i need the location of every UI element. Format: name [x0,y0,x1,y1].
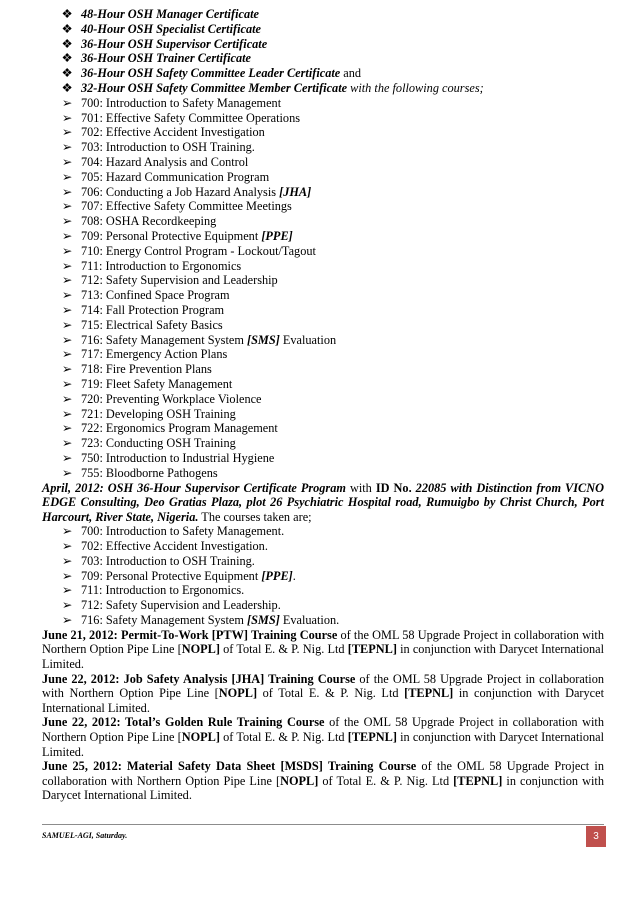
list-item [42,199,604,214]
arrow-bullet-icon: ➢ [61,391,73,406]
list-item [42,155,604,170]
training-text: in conjunction with Darycet International Limited. [42,686,604,715]
arrow-bullet-icon: ➢ [61,347,73,362]
list-item [42,583,604,598]
training-nopl: NOPL] [181,642,220,657]
arrow-bullet-icon: ➢ [61,465,73,480]
arrow-bullet-icon: ➢ [61,598,73,613]
list-item [42,140,604,155]
list-item [42,569,604,584]
course-name: 709: Personal Protective Equipment [81,568,262,583]
certificate-list [42,7,604,96]
training-text: of the OML 58 Upgrade Project in collaboration with Northern Option Pipe Line [ [42,759,605,788]
course-name: 705: Hazard Communication Program [81,169,270,184]
training-nopl: NOPL] [181,730,220,745]
course-tag: [PPE] [261,228,293,243]
list-item [42,451,604,466]
arrow-bullet-icon: ➢ [61,332,73,347]
training-paragraph [42,715,604,759]
list-item [42,81,604,96]
course-name: 712: Safety Supervision and Leadership [81,273,278,288]
certificate-suffix: with the following courses; [347,80,484,95]
course-name: 713: Confined Space Program [81,288,230,303]
list-item [42,22,604,37]
list-item [42,318,604,333]
list-item [42,554,604,569]
course-name: 701: Effective Safety Committee Operations [81,110,301,125]
course-suffix: Evaluation. [279,613,340,628]
course-name: 700: Introduction to Safety Management [81,95,282,110]
course-name: 709: Personal Protective Equipment [81,228,262,243]
training-nopl: NOPL] [218,686,258,701]
arrow-bullet-icon: ➢ [61,362,73,377]
course-name: 723: Conducting OSH Training [81,436,236,451]
certificate-title: 36-Hour OSH Safety Committee Leader Certificate [81,66,341,81]
training-text: of Total E. & P. Nig. Ltd [257,686,405,701]
course-name: 750: Introduction to Industrial Hygiene [81,450,275,465]
training-title: June 21, 2012: Permit-To-Work [PTW] Training Course [42,627,338,642]
training-tepnl: [TEPNL] [404,686,454,701]
arrow-bullet-icon: ➢ [61,568,73,583]
program-id-label: ID No. [375,480,412,495]
training-text: of Total E. & P. Nig. Ltd [219,730,348,745]
arrow-bullet-icon: ➢ [61,169,73,184]
list-item [42,333,604,348]
training-text: of Total E. & P. Nig. Ltd [219,642,348,657]
program-title: April, 2012: OSH 36-Hour Supervisor Certificate Program [42,480,346,495]
list-item [42,185,604,200]
arrow-bullet-icon: ➢ [61,258,73,273]
april-course-list [42,524,604,628]
list-item [42,362,604,377]
list-item [42,347,604,362]
diamond-bullet-icon: ❖ [61,80,73,95]
course-list [42,96,604,481]
course-name: 703: Introduction to OSH Training. [81,553,255,568]
list-item [42,407,604,422]
training-paragraph [42,628,604,672]
course-name: 722: Ergonomics Program Management [81,421,278,436]
arrow-bullet-icon: ➢ [61,199,73,214]
list-item [42,539,604,554]
training-nopl: NOPL] [280,773,319,788]
list-item [42,421,604,436]
list-item [42,273,604,288]
list-item [42,598,604,613]
course-tag: [PPE] [261,568,293,583]
arrow-bullet-icon: ➢ [61,524,73,539]
arrow-bullet-icon: ➢ [61,613,73,628]
course-tag: [SMS] [246,332,280,347]
certificate-suffix: and [340,66,362,81]
list-item [42,229,604,244]
list-item [42,613,604,628]
training-text: of the OML 58 Upgrade Project in collaboration with Northern Option Pipe Line [ [42,627,604,657]
training-title: June 25, 2012: Material Safety Data Sheet [MSDS] Training Course [42,759,417,774]
list-item [42,377,604,392]
program-tail: The courses taken are; [198,509,312,524]
certificate-title: 32-Hour OSH Safety Committee Member Certificate [81,80,348,95]
list-item [42,51,604,66]
training-text: in conjunction with Darycet International Limited. [42,642,604,672]
course-name: 720: Preventing Workplace Violence [81,391,262,406]
course-name: 711: Introduction to Ergonomics. [81,583,245,598]
list-item [42,96,604,111]
list-item [42,125,604,140]
certificate-title: 36-Hour OSH Trainer Certificate [81,51,251,66]
program-with: with [345,480,376,495]
list-item [42,214,604,229]
course-name: 719: Fleet Safety Management [81,376,233,391]
training-text: in conjunction with Darycet International Limited. [42,773,604,803]
course-name: 706: Conducting a Job Hazard Analysis [81,184,280,199]
footer-author: SAMUEL-AGI, Saturday. [42,831,128,840]
course-name: 710: Energy Control Program - Lockout/Tagout [81,243,316,258]
course-suffix: . [292,568,296,583]
training-tepnl: [TEPNL] [347,642,397,657]
arrow-bullet-icon: ➢ [61,583,73,598]
list-item [42,288,604,303]
april-program-paragraph [42,481,604,525]
arrow-bullet-icon: ➢ [61,214,73,229]
training-list [42,628,604,803]
certificate-title: 36-Hour OSH Supervisor Certificate [81,36,268,51]
arrow-bullet-icon: ➢ [61,273,73,288]
list-item [42,7,604,22]
arrow-bullet-icon: ➢ [61,125,73,140]
arrow-bullet-icon: ➢ [61,302,73,317]
list-item [42,66,604,81]
course-name: 712: Safety Supervision and Leadership. [81,598,281,613]
arrow-bullet-icon: ➢ [61,140,73,155]
course-name: 717: Emergency Action Plans [81,347,228,362]
arrow-bullet-icon: ➢ [61,110,73,125]
list-item [42,37,604,52]
arrow-bullet-icon: ➢ [61,450,73,465]
diamond-bullet-icon: ❖ [61,36,73,51]
arrow-bullet-icon: ➢ [61,376,73,391]
arrow-bullet-icon: ➢ [61,243,73,258]
arrow-bullet-icon: ➢ [61,95,73,110]
list-item [42,244,604,259]
training-text: of Total E. & P. Nig. Ltd [318,773,454,788]
training-text: of the OML 58 Upgrade Project in collaboration with Northern Option Pipe Line [ [42,715,604,745]
footer-divider [42,824,604,825]
diamond-bullet-icon: ❖ [61,21,73,36]
course-name: 716: Safety Management System [81,332,247,347]
training-text: in conjunction with Darycet International Limited. [42,730,604,759]
course-name: 718: Fire Prevention Plans [81,362,212,377]
course-name: 755: Bloodborne Pathogens [81,465,218,480]
course-tag: [SMS] [246,613,280,628]
list-item [42,436,604,451]
diamond-bullet-icon: ❖ [61,7,73,21]
arrow-bullet-icon: ➢ [61,539,73,554]
course-name: 707: Effective Safety Committee Meetings [81,199,292,214]
list-item [42,466,604,481]
course-name: 704: Hazard Analysis and Control [81,154,249,169]
arrow-bullet-icon: ➢ [61,184,73,199]
page-number-badge: 3 [586,826,606,847]
arrow-bullet-icon: ➢ [61,406,73,421]
course-name: 721: Developing OSH Training [81,406,236,421]
course-name: 716: Safety Management System [81,613,247,628]
course-name: 708: OSHA Recordkeeping [81,214,217,229]
course-tag: [JHA] [279,184,312,199]
training-paragraph [42,759,604,803]
course-name: 703: Introduction to OSH Training. [81,140,255,155]
list-item [42,303,604,318]
course-name: 711: Introduction to Ergonomics [81,258,242,273]
list-item [42,524,604,539]
training-tepnl: [TEPNL] [453,773,503,788]
arrow-bullet-icon: ➢ [61,317,73,332]
training-paragraph [42,672,604,716]
course-name: 714: Fall Protection Program [81,302,225,317]
arrow-bullet-icon: ➢ [61,228,73,243]
training-tepnl: [TEPNL] [347,730,397,745]
training-title: June 22, 2012: Total’s Golden Rule Training Course [42,715,325,730]
course-name: 702: Effective Accident Investigation [81,125,265,140]
program-id-details: 22085 with Distinction from VICNO EDGE Consulting, Deo Gratias Plaza, plot 26 Psychiatric Hospital road, Rumuigbo by Christ Church, Port Harcourt, River State, Nigeria. [42,480,604,524]
list-item [42,392,604,407]
course-name: 715: Electrical Safety Basics [81,317,223,332]
diamond-bullet-icon: ❖ [61,66,73,81]
certificate-title: 48-Hour OSH Manager Certificate [81,7,259,21]
course-suffix: Evaluation [279,332,337,347]
arrow-bullet-icon: ➢ [61,288,73,303]
list-item [42,111,604,126]
arrow-bullet-icon: ➢ [61,436,73,451]
certificate-title: 40-Hour OSH Specialist Certificate [81,21,262,36]
list-item [42,259,604,274]
training-text: of the OML 58 Upgrade Project in collaboration with Northern Option Pipe Line [ [42,671,604,701]
course-name: 700: Introduction to Safety Management. [81,524,285,539]
training-title: June 22, 2012: Job Safety Analysis [JHA] Training Course [42,671,356,686]
list-item [42,170,604,185]
course-name: 702: Effective Accident Investigation. [81,539,268,554]
arrow-bullet-icon: ➢ [61,421,73,436]
arrow-bullet-icon: ➢ [61,154,73,169]
page-content [42,7,604,803]
arrow-bullet-icon: ➢ [61,553,73,568]
diamond-bullet-icon: ❖ [61,51,73,66]
